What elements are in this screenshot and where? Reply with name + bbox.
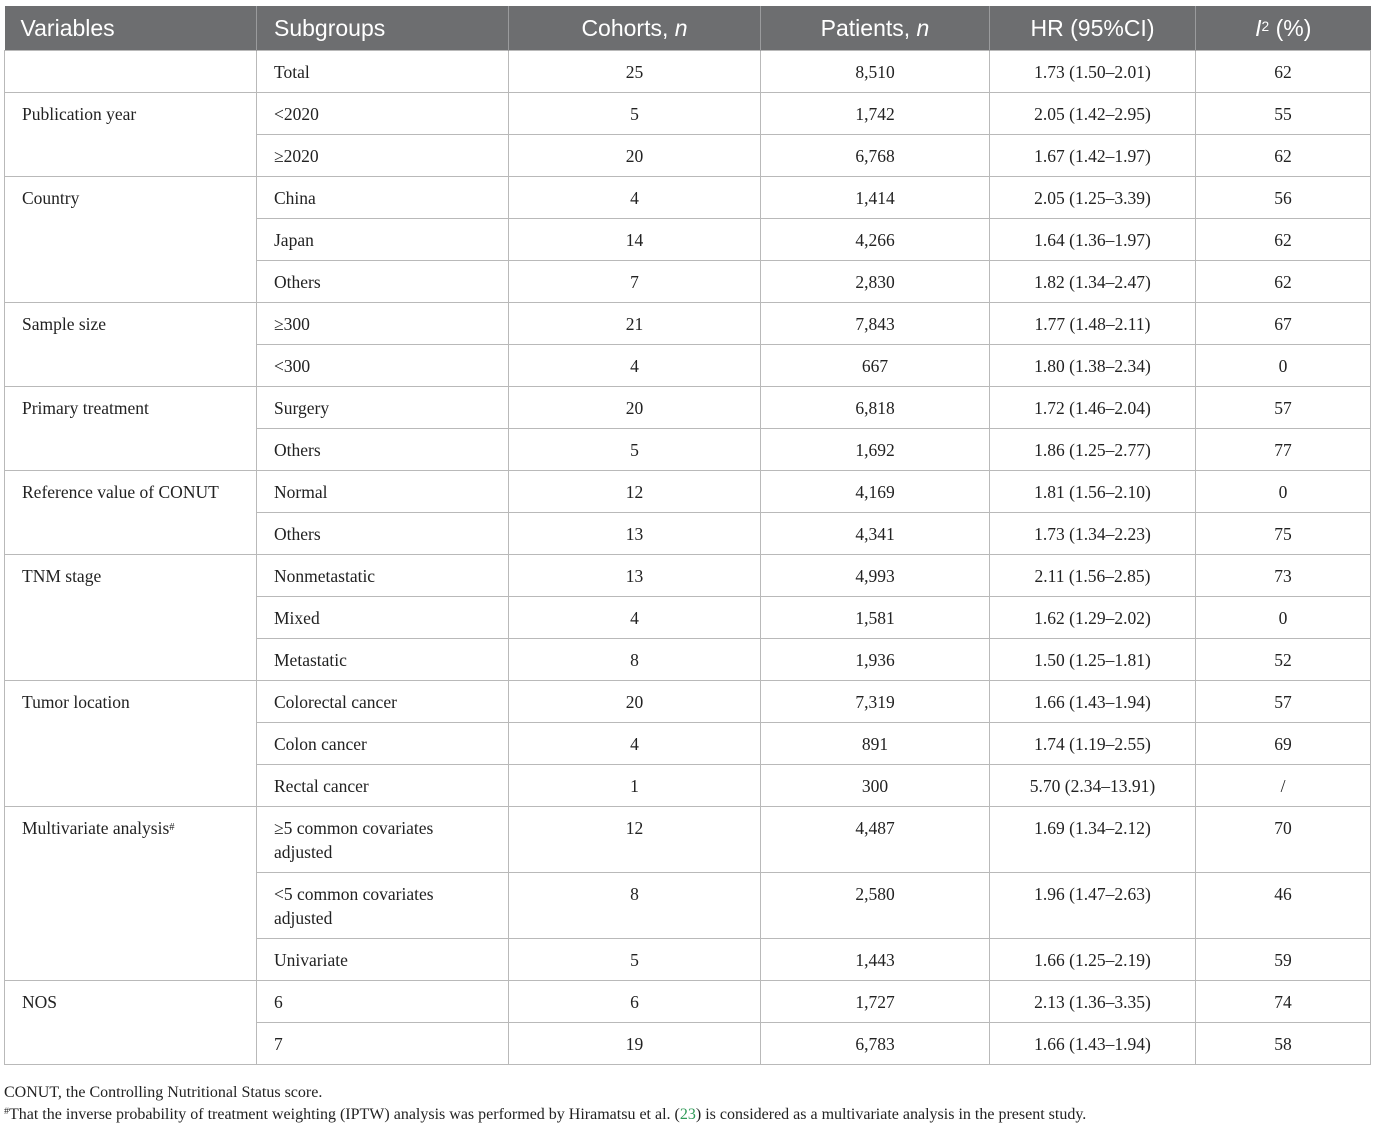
- table-row: [5, 555, 1371, 597]
- cell-subgroup: [257, 345, 509, 387]
- cell-hr: 1.77 (1.48–2.11): [990, 303, 1196, 345]
- cell-i2: 57: [1196, 681, 1371, 723]
- cell-hr: 2.13 (1.36–3.35): [990, 981, 1196, 1023]
- cell-patients: 1,936: [761, 639, 990, 681]
- cell-hr: 5.70 (2.34–13.91): [990, 765, 1196, 807]
- cell-hr: 2.05 (1.25–3.39): [990, 177, 1196, 219]
- cell-subgroup: [257, 93, 509, 135]
- cell-subgroup: [257, 1023, 509, 1065]
- subgroup-label: China: [274, 188, 316, 208]
- cell-hr: 1.67 (1.42–1.97): [990, 135, 1196, 177]
- subgroup-label: ≥5 common covariates: [274, 818, 434, 838]
- cell-hr: 1.69 (1.34–2.12): [990, 807, 1196, 873]
- subgroup-label: 7: [274, 1034, 283, 1054]
- cell-patients: 1,692: [761, 429, 990, 471]
- cell-variable: [5, 51, 257, 93]
- cell-variable: [5, 981, 257, 1065]
- subgroup-label: Colon cancer: [274, 734, 367, 754]
- header-variables: Variables: [5, 6, 257, 51]
- subgroup-label: <5 common covariates: [274, 884, 434, 904]
- table-body: [5, 51, 1371, 1065]
- cell-variable: [5, 387, 257, 471]
- cell-cohorts: 5: [509, 429, 761, 471]
- cell-cohorts: 5: [509, 93, 761, 135]
- cell-cohorts: 12: [509, 807, 761, 873]
- subgroup-label-line2: adjusted: [274, 908, 333, 928]
- table-row: [5, 93, 1371, 135]
- cell-i2: 74: [1196, 981, 1371, 1023]
- cell-i2: 52: [1196, 639, 1371, 681]
- cell-subgroup: [257, 135, 509, 177]
- cell-variable: [5, 471, 257, 555]
- cell-cohorts: 13: [509, 513, 761, 555]
- cell-cohorts: 19: [509, 1023, 761, 1065]
- cell-cohorts: 21: [509, 303, 761, 345]
- cell-patients: 4,266: [761, 219, 990, 261]
- cell-hr: 2.11 (1.56–2.85): [990, 555, 1196, 597]
- cell-i2: 70: [1196, 807, 1371, 873]
- header-subgroups: Subgroups: [257, 6, 509, 51]
- cell-subgroup: [257, 765, 509, 807]
- variable-label: Primary treatment: [22, 398, 149, 418]
- cell-subgroup: [257, 429, 509, 471]
- cell-hr: 1.64 (1.36–1.97): [990, 219, 1196, 261]
- cell-cohorts: 14: [509, 219, 761, 261]
- cell-hr: 1.86 (1.25–2.77): [990, 429, 1196, 471]
- cell-hr: 1.96 (1.47–2.63): [990, 873, 1196, 939]
- cell-subgroup: [257, 261, 509, 303]
- cell-i2: 77: [1196, 429, 1371, 471]
- variable-label: Country: [22, 188, 80, 208]
- subgroup-label: Others: [274, 524, 321, 544]
- cell-patients: 300: [761, 765, 990, 807]
- header-i2: [1196, 6, 1371, 51]
- subgroup-label: Nonmetastatic: [274, 566, 376, 586]
- cell-cohorts: 12: [509, 471, 761, 513]
- cell-i2: 0: [1196, 597, 1371, 639]
- header-i2-sup: 2: [1261, 18, 1270, 34]
- cell-hr: 2.05 (1.42–2.95): [990, 93, 1196, 135]
- subgroup-label: Surgery: [274, 398, 330, 418]
- variable-label: Reference value of CONUT: [22, 482, 219, 502]
- cell-hr: 1.82 (1.34–2.47): [990, 261, 1196, 303]
- variable-label: NOS: [22, 992, 58, 1012]
- cell-patients: 2,580: [761, 873, 990, 939]
- cell-cohorts: 4: [509, 177, 761, 219]
- cell-i2: 62: [1196, 51, 1371, 93]
- cell-cohorts: 20: [509, 681, 761, 723]
- variable-label: Tumor location: [22, 692, 130, 712]
- header-patients-n: n: [916, 14, 930, 41]
- cell-variable: [5, 177, 257, 303]
- header-row: [5, 6, 1371, 51]
- cell-patients: 1,581: [761, 597, 990, 639]
- subgroup-label: <2020: [274, 104, 319, 124]
- subgroup-label: Mixed: [274, 608, 320, 628]
- cell-cohorts: 8: [509, 873, 761, 939]
- cell-variable: [5, 303, 257, 387]
- cell-subgroup: [257, 981, 509, 1023]
- results-table-container: [4, 6, 1370, 1065]
- header-hr: HR (95%CI): [990, 6, 1196, 51]
- cell-hr: 1.73 (1.50–2.01): [990, 51, 1196, 93]
- footnote-text-before: That the inverse probability of treatment weighting (IPTW) analysis was performed by Hiramatsu et al. (: [8, 1106, 680, 1123]
- subgroup-label: ≥300: [274, 314, 310, 334]
- cell-cohorts: 25: [509, 51, 761, 93]
- cell-patients: 7,843: [761, 303, 990, 345]
- cell-cohorts: 4: [509, 597, 761, 639]
- cell-hr: 1.62 (1.29–2.02): [990, 597, 1196, 639]
- cell-i2: 59: [1196, 939, 1371, 981]
- cell-patients: 8,510: [761, 51, 990, 93]
- header-i2-letter: I: [1255, 14, 1262, 41]
- subgroup-label: Normal: [274, 482, 328, 502]
- cell-patients: 6,818: [761, 387, 990, 429]
- cell-hr: 1.73 (1.34–2.23): [990, 513, 1196, 555]
- subgroup-label: Univariate: [274, 950, 348, 970]
- cell-patients: 1,727: [761, 981, 990, 1023]
- cell-cohorts: 13: [509, 555, 761, 597]
- cell-patients: 4,169: [761, 471, 990, 513]
- cell-subgroup: [257, 639, 509, 681]
- cell-cohorts: 4: [509, 723, 761, 765]
- subgroup-label: <300: [274, 356, 311, 376]
- cell-subgroup: [257, 681, 509, 723]
- cell-cohorts: 6: [509, 981, 761, 1023]
- cell-i2: 62: [1196, 261, 1371, 303]
- cell-subgroup: [257, 177, 509, 219]
- cell-i2: 75: [1196, 513, 1371, 555]
- cell-i2: 57: [1196, 387, 1371, 429]
- cell-patients: 1,443: [761, 939, 990, 981]
- cell-i2: 46: [1196, 873, 1371, 939]
- table-row: [5, 981, 1371, 1023]
- cell-i2: 67: [1196, 303, 1371, 345]
- cell-cohorts: 4: [509, 345, 761, 387]
- subgroup-label: Colorectal cancer: [274, 692, 397, 712]
- header-cohorts-n: n: [674, 14, 688, 41]
- cell-patients: 6,783: [761, 1023, 990, 1065]
- cell-subgroup: [257, 555, 509, 597]
- cell-subgroup: [257, 303, 509, 345]
- cell-variable: [5, 807, 257, 981]
- cell-subgroup: [257, 387, 509, 429]
- cell-patients: 2,830: [761, 261, 990, 303]
- variable-label: Publication year: [22, 104, 137, 124]
- cell-hr: 1.50 (1.25–1.81): [990, 639, 1196, 681]
- cell-patients: 1,742: [761, 93, 990, 135]
- table-row: [5, 471, 1371, 513]
- cell-i2: 56: [1196, 177, 1371, 219]
- cell-cohorts: 7: [509, 261, 761, 303]
- subgroup-label: Metastatic: [274, 650, 347, 670]
- footnote-abbreviation: CONUT, the Controlling Nutritional Status score.: [4, 1084, 323, 1101]
- table-footnotes: [4, 1082, 1370, 1126]
- table-row: [5, 51, 1371, 93]
- cell-patients: 6,768: [761, 135, 990, 177]
- cell-subgroup: [257, 471, 509, 513]
- header-cohorts: [509, 6, 761, 51]
- cell-cohorts: 1: [509, 765, 761, 807]
- cell-subgroup: [257, 873, 509, 939]
- table-row: [5, 387, 1371, 429]
- subgroup-label: Others: [274, 440, 321, 460]
- cell-i2: 55: [1196, 93, 1371, 135]
- cell-variable: [5, 681, 257, 807]
- cell-subgroup: [257, 51, 509, 93]
- cell-subgroup: [257, 939, 509, 981]
- variable-footnote-mark: #: [169, 822, 175, 834]
- cell-subgroup: [257, 219, 509, 261]
- cell-patients: 891: [761, 723, 990, 765]
- cell-i2: 0: [1196, 345, 1371, 387]
- subgroup-label: 6: [274, 992, 283, 1012]
- subgroup-label: Total: [274, 62, 310, 82]
- cell-i2: 0: [1196, 471, 1371, 513]
- header-cohorts-label: Cohorts,: [581, 14, 675, 41]
- cell-patients: 667: [761, 345, 990, 387]
- cell-hr: 1.66 (1.43–1.94): [990, 681, 1196, 723]
- subgroup-analysis-table: [4, 6, 1371, 1065]
- cell-i2: 62: [1196, 219, 1371, 261]
- cell-hr: 1.80 (1.38–2.34): [990, 345, 1196, 387]
- header-patients-label: Patients,: [820, 14, 917, 41]
- table-row: [5, 177, 1371, 219]
- cell-i2: /: [1196, 765, 1371, 807]
- table-row: [5, 303, 1371, 345]
- subgroup-label: Japan: [274, 230, 314, 250]
- cell-variable: [5, 555, 257, 681]
- variable-label: TNM stage: [22, 566, 102, 586]
- cell-i2: 69: [1196, 723, 1371, 765]
- cell-cohorts: 20: [509, 135, 761, 177]
- table-row: [5, 807, 1371, 873]
- cell-i2: 58: [1196, 1023, 1371, 1065]
- cell-i2: 62: [1196, 135, 1371, 177]
- footnote-multivariate: [4, 1104, 1370, 1126]
- cell-hr: 1.66 (1.43–1.94): [990, 1023, 1196, 1065]
- cell-i2: 73: [1196, 555, 1371, 597]
- cell-patients: 4,993: [761, 555, 990, 597]
- cell-hr: 1.72 (1.46–2.04): [990, 387, 1196, 429]
- cell-patients: 4,487: [761, 807, 990, 873]
- cell-patients: 4,341: [761, 513, 990, 555]
- cell-hr: 1.74 (1.19–2.55): [990, 723, 1196, 765]
- cell-patients: 1,414: [761, 177, 990, 219]
- subgroup-label-line2: adjusted: [274, 842, 333, 862]
- cell-hr: 1.81 (1.56–2.10): [990, 471, 1196, 513]
- cell-subgroup: [257, 597, 509, 639]
- cell-patients: 7,319: [761, 681, 990, 723]
- subgroup-label: Others: [274, 272, 321, 292]
- cell-subgroup: [257, 723, 509, 765]
- cell-cohorts: 8: [509, 639, 761, 681]
- header-patients: [761, 6, 990, 51]
- subgroup-label: Rectal cancer: [274, 776, 369, 796]
- cell-subgroup: [257, 807, 509, 873]
- footnote-text-after: ) is considered as a multivariate analysis in the present study.: [695, 1106, 1087, 1123]
- cell-hr: 1.66 (1.25–2.19): [990, 939, 1196, 981]
- cell-subgroup: [257, 513, 509, 555]
- variable-label: Multivariate analysis: [22, 818, 170, 838]
- variable-label: Sample size: [22, 314, 107, 334]
- table-row: [5, 681, 1371, 723]
- subgroup-label: ≥2020: [274, 146, 319, 166]
- cell-cohorts: 20: [509, 387, 761, 429]
- footnote-mark: #: [4, 1106, 9, 1118]
- header-i2-rest: (%): [1269, 14, 1312, 41]
- table-header: [5, 6, 1371, 51]
- cell-variable: [5, 93, 257, 177]
- cell-cohorts: 5: [509, 939, 761, 981]
- citation-link-23[interactable]: 23: [679, 1106, 696, 1123]
